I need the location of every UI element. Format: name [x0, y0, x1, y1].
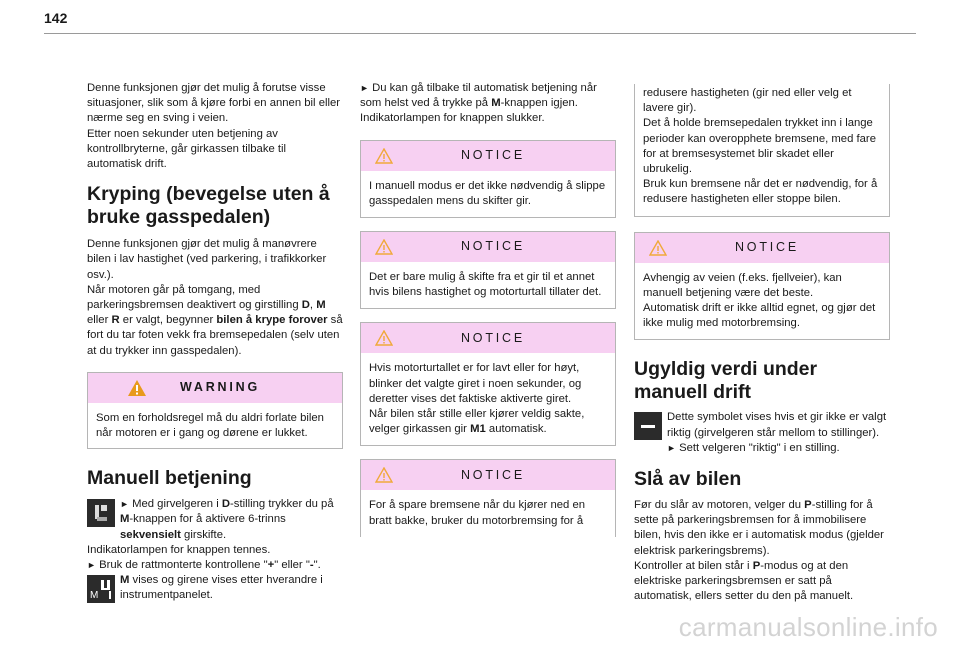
column-3	[634, 84, 890, 604]
notice-title: NOTICE	[460, 148, 526, 162]
header-rule	[44, 33, 916, 34]
heading-sla-av: Slå av bilen	[634, 468, 742, 491]
column-1	[87, 81, 343, 605]
notice-continuation-box	[634, 84, 890, 217]
notice-title: NOTICE	[734, 240, 800, 255]
notice-title: NOTICE	[460, 330, 526, 345]
notice-continuation-text: redusere hastigheten (gir ned eller velg et lavere gir). Det å holde bremsepedalen trykket inn i lange perioder kan overopphete bremsene, med fare for at bremsesystemet blir skadet eller ubrukelig. Bruk kun bremsene når det er nødvendig, for å redusere hastigheten eller stoppe bilen.	[643, 87, 878, 206]
page-number: 142	[44, 10, 68, 26]
manuell-paragraph-3: ► Bruk de rattmonterte kontrollene "+" eller "-".	[87, 559, 321, 572]
notice-text-4: For å spare bremsene når du kjører ned en bratt bakke, bruker du motorbremsing for å	[369, 499, 586, 527]
col2-paragraph-2: Indikatorlampen for knappen slukker.	[360, 112, 545, 125]
watermark: carmanualsonline.info	[678, 612, 938, 642]
intro-paragraph: Denne funksjonen gjør det mulig å forutse visse situasjoner, slik som å kjøre forbi en annen bil eller nærme seg en sving i veien.	[87, 82, 341, 125]
heading-ugyldig: Ugyldig verdi under manuell drift	[634, 358, 818, 404]
notice-box-2	[360, 231, 616, 309]
notice-header	[361, 323, 615, 353]
manuell-paragraph-1: ► Med girvelgeren i D-stilling trykker du på M-knappen for å aktivere 6-trinns sekvensielt girskifte.	[120, 498, 334, 541]
notice-triangle-icon	[375, 148, 393, 164]
notice-header	[361, 141, 615, 171]
notice-triangle-icon	[375, 239, 393, 255]
kryping-paragraph-1: Denne funksjonen gjør det mulig å manøvrere bilen i lav hastighet (ved parkering, i trafikkorker osv.).	[87, 238, 327, 281]
m-display-icon	[87, 575, 115, 603]
notice-title: NOTICE	[460, 467, 526, 482]
arrow-right-icon: ►	[87, 560, 96, 571]
warning-header	[88, 373, 342, 403]
ugyldig-paragraph-2: ► Sett velgeren "riktig" i en stilling.	[667, 441, 840, 454]
ugyldig-paragraph-1: Dette symbolet vises hvis et gir ikke er valgt riktig (girvelgeren står mellom to stillinger).	[667, 411, 887, 439]
invalid-gear-icon	[634, 412, 662, 440]
warning-text: Som en forholdsregel må du aldri forlate bilen når motoren er i gang og dørene er lukket.	[96, 411, 324, 440]
notice-box-1	[360, 140, 616, 218]
heading-kryping: Kryping (bevegelse uten å bruke gasspedalen)	[87, 183, 330, 229]
notice-header	[361, 232, 615, 262]
col2-paragraph-1: ► Du kan gå tilbake til automatisk betjening når som helst ved å trykke på M-knappen igjen.	[360, 82, 597, 110]
warning-triangle-icon	[128, 380, 146, 396]
heading-manuell: Manuell betjening	[87, 467, 252, 490]
gear-lever-m-icon	[87, 499, 115, 527]
kryping-paragraph-2: Når motoren går på tomgang, med parkeringsbremsen deaktivert og girstilling D, M eller R er valgt, begynner bilen å krype forover så fort du tar foten vekk fra bremsepedalen (selv uten at du trykker inn gasspedalen).	[87, 283, 343, 357]
svg-text:M: M	[90, 590, 99, 602]
notice-text-5: Avhengig av veien (f.eks. fjellveier), kan manuell betjening være det beste. Automatisk drift er ikke alltid egnet, og gjør det ikke mulig med motorbremsing.	[643, 271, 876, 330]
arrow-right-icon: ►	[360, 83, 369, 93]
arrow-right-icon: ►	[120, 499, 129, 510]
notice-box-5	[634, 232, 890, 341]
notice-header	[635, 233, 889, 263]
notice-title: NOTICE	[460, 239, 526, 254]
manuell-block	[87, 497, 343, 603]
ugyldig-block	[634, 410, 890, 456]
intro-paragraph-2: Etter noen sekunder uten betjening av kontrollbryterne, går girkassen tilbake til automatisk drift.	[87, 127, 287, 171]
warning-title: WARNING	[179, 380, 260, 395]
arrow-right-icon: ►	[667, 442, 676, 453]
notice-box-4	[360, 459, 616, 536]
warning-box	[87, 372, 343, 449]
notice-triangle-icon	[375, 467, 393, 483]
notice-text-1: I manuell modus er det ikke nødvendig å slippe gasspedalen mens du skifter gir.	[369, 179, 606, 207]
manuell-paragraph-2: Indikatorlampen for knappen tennes.	[87, 543, 271, 556]
notice-triangle-icon	[649, 240, 667, 256]
notice-header	[361, 460, 615, 490]
column-2	[360, 81, 616, 537]
sla-paragraph-2: Kontroller at bilen står i P-modus og at den elektriske parkeringsbremsen er satt på automatisk, ellers setter du den på manuelt.	[634, 559, 854, 603]
notice-text-2: Det er bare mulig å skifte fra et gir til et annet hvis bilens hastighet og motorturtall tillater det.	[369, 271, 602, 299]
notice-box-3	[360, 322, 616, 446]
notice-triangle-icon	[375, 330, 393, 346]
sla-paragraph-1: Før du slår av motoren, velger du P-stilling for å sette på parkeringsbremsen for å immobilisere bilen, hvis den ikke er i automatisk modus (gjelder elektrisk parkeringsbrems).	[634, 499, 884, 557]
manuell-paragraph-4: M vises og girene vises etter hverandre i instrumentpanelet.	[120, 574, 323, 602]
notice-text-3: Hvis motorturtallet er for lavt eller for høyt, blinker det valgte giret i noen sekunder, og deretter vises det faktiske aktiverte giret. Når bilen står stille eller kjører veldig sakte, velger girkassen gir M1 automatisk.	[369, 362, 585, 436]
